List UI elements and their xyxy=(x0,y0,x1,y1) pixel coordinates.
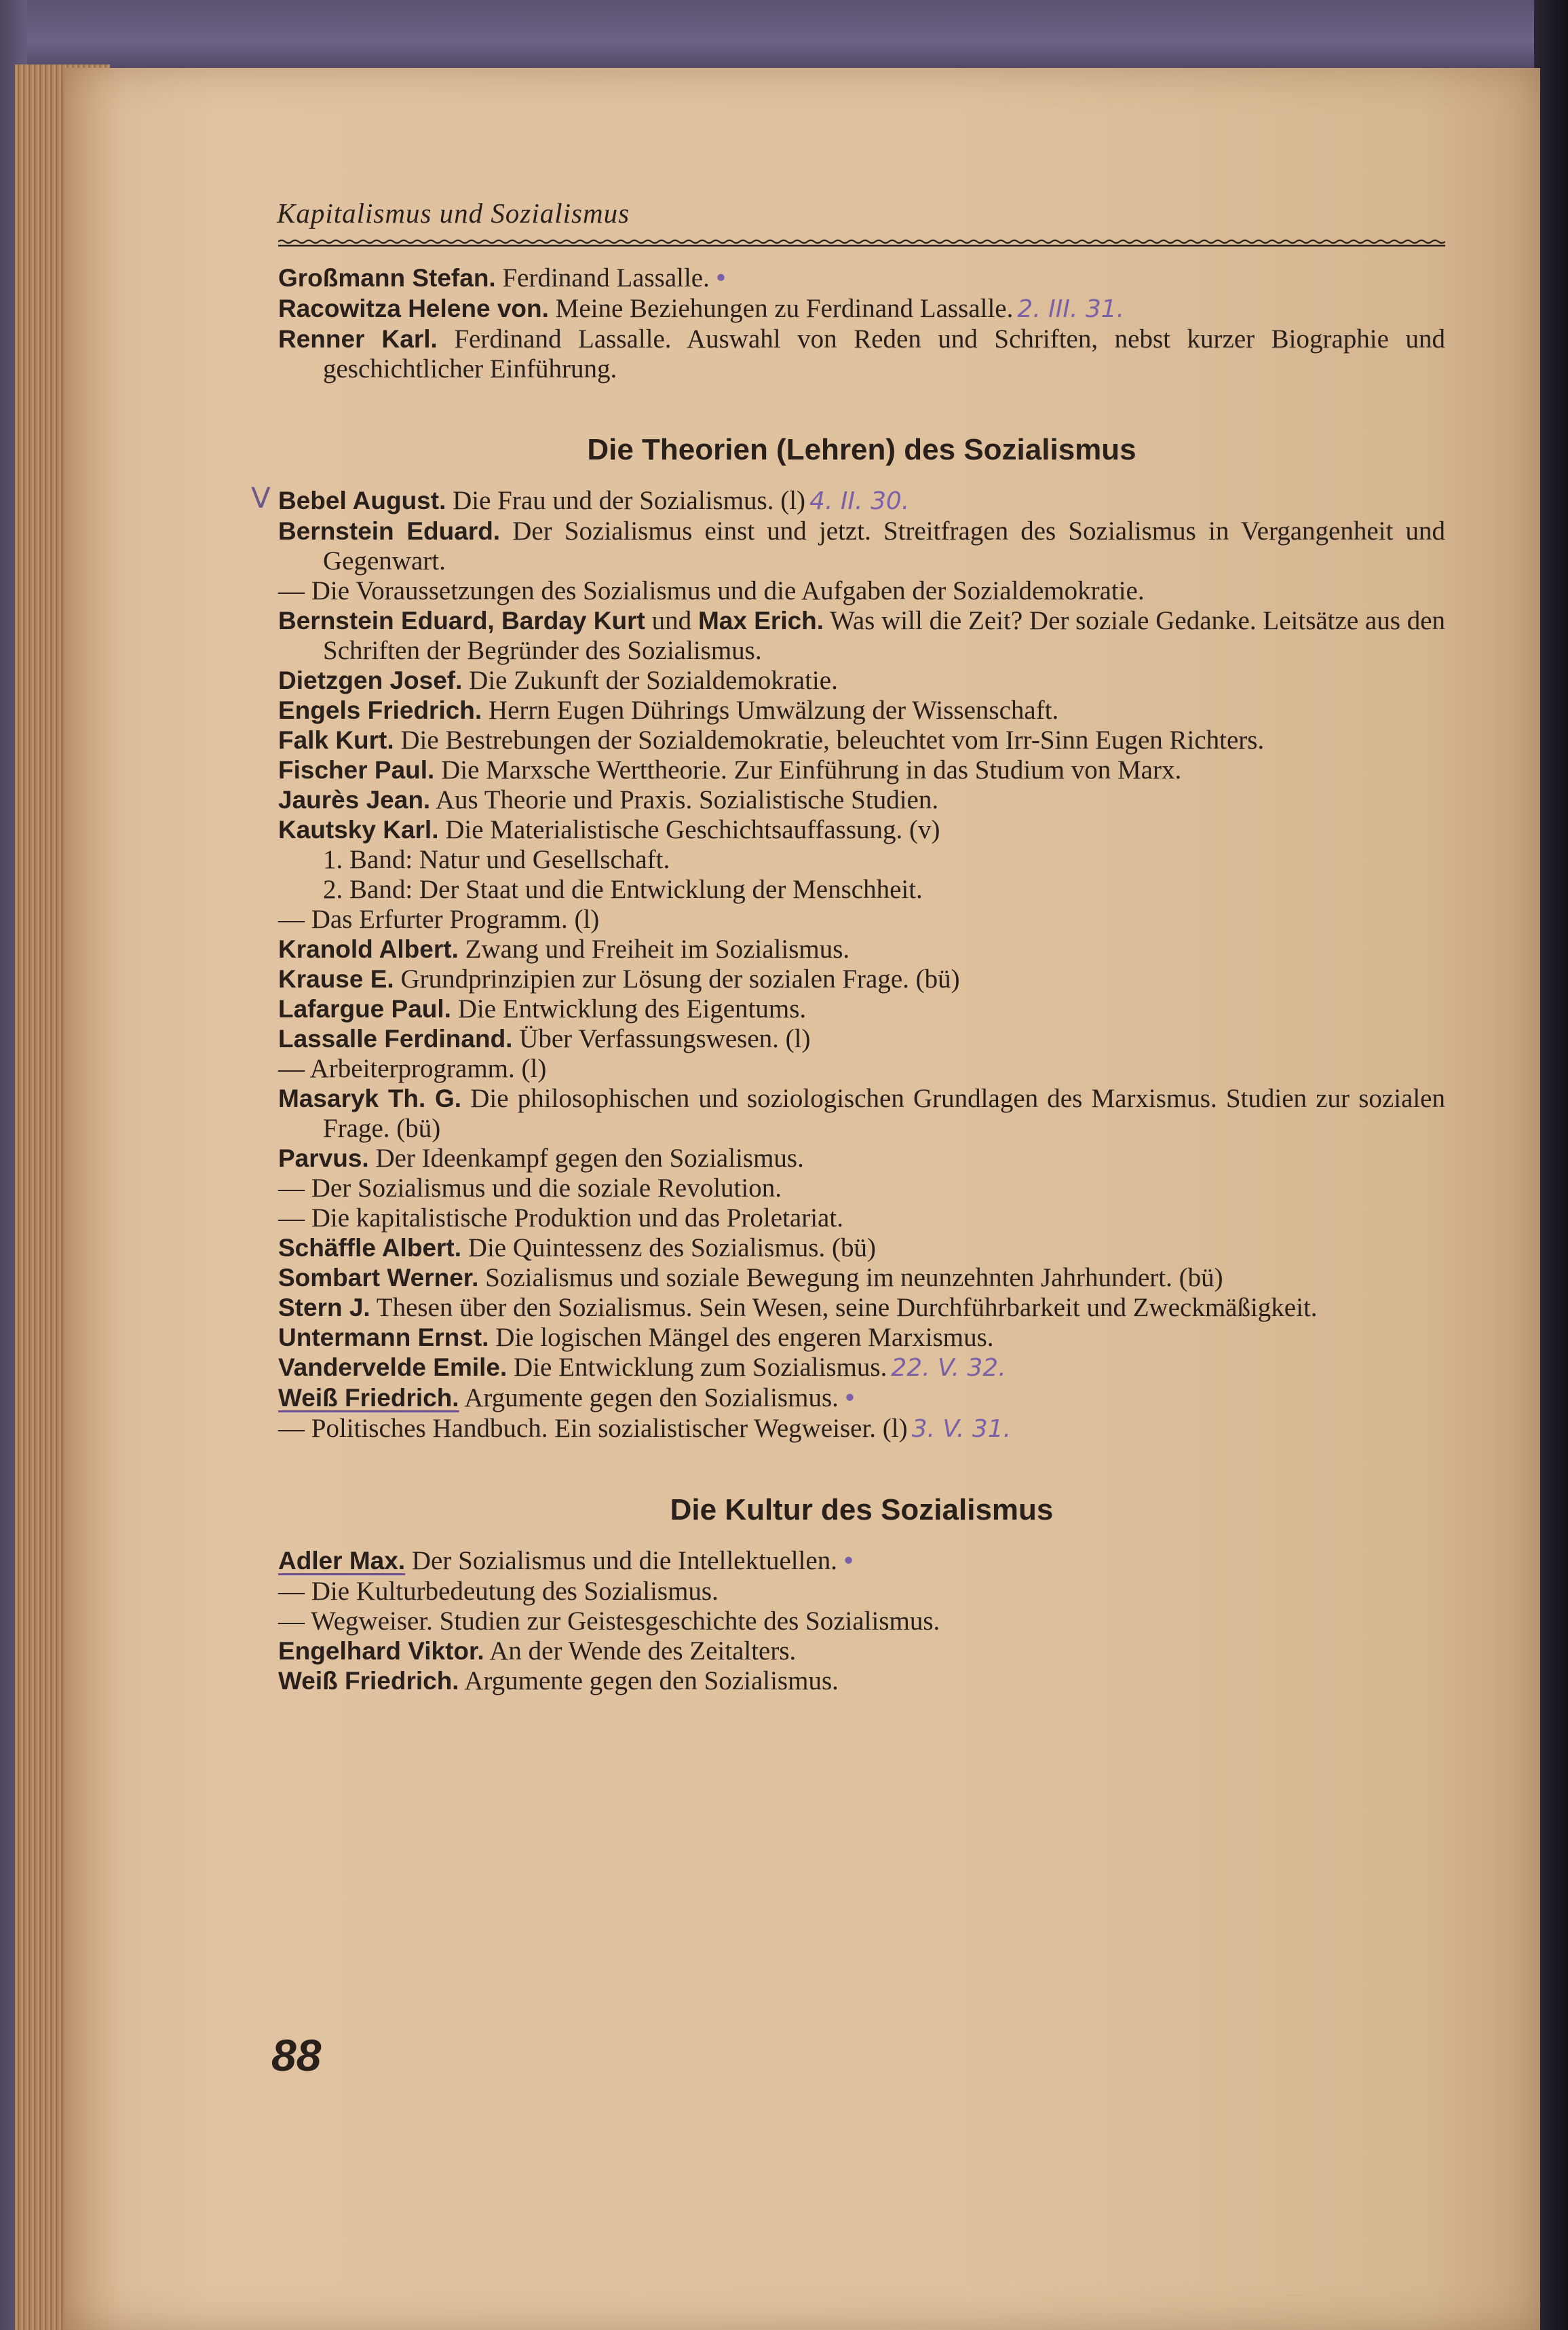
entry-author: Kautsky Karl. xyxy=(278,816,439,844)
entry-author: Renner Karl. xyxy=(278,325,438,353)
entry-title: Die Bestrebungen der Sozialdemokratie, beleuchtet vom Irr-Sinn Eugen Richters. xyxy=(394,726,1265,755)
handwritten-note: • xyxy=(842,1385,858,1412)
entry-volume-text: 2. Band: Der Staat und die Entwicklung der Menschheit. xyxy=(323,875,923,904)
handwritten-note: 2. III. 31. xyxy=(1017,295,1125,323)
entry-title: Die Frau und der Sozialismus. (l) xyxy=(446,486,806,515)
entry-dash: — xyxy=(278,905,311,934)
bibliography-entry xyxy=(278,1414,1445,1444)
bibliography-entry xyxy=(278,1323,1445,1353)
entry-author: Bernstein Eduard, Barday Kurt xyxy=(278,607,645,635)
bibliography-entry xyxy=(278,845,1445,875)
entry-author: Masaryk Th. G. xyxy=(278,1085,462,1112)
entry-author: Untermann Ernst. xyxy=(278,1323,489,1351)
entry-author: Vandervelde Emile. xyxy=(278,1353,508,1381)
entry-author: Adler Max. xyxy=(278,1547,406,1575)
entry-author: Dietzgen Josef. xyxy=(278,666,463,694)
handwritten-note: • xyxy=(713,265,729,293)
entry-title: Arbeiterprogramm. (l) xyxy=(309,1054,547,1083)
bibliography-entry xyxy=(278,1203,1445,1233)
entry-author: Lafargue Paul. xyxy=(278,995,451,1023)
handwritten-note: • xyxy=(841,1547,856,1575)
bibliography-entry xyxy=(278,1293,1445,1323)
page-number: 88 xyxy=(271,2030,322,2080)
entry-author: Bernstein Eduard. xyxy=(278,517,501,545)
entry-author: Kranold Albert. xyxy=(278,935,459,963)
theories-entry-list xyxy=(251,481,1446,1444)
book-cover-top xyxy=(0,0,1568,75)
intro-entry-list xyxy=(278,263,1445,384)
bibliography-entry xyxy=(278,1577,1445,1606)
entry-title: Was will die Zeit? Der soziale Gedanke. Leitsätze aus den Schriften der Begründer des Sozialismus. xyxy=(323,606,1446,665)
bibliography-entry xyxy=(278,905,1445,935)
section-heading-culture: Die Kultur des Sozialismus xyxy=(670,1493,1054,1526)
entry-author: Weiß Friedrich. xyxy=(278,1667,459,1695)
bibliography-entry xyxy=(278,1173,1445,1203)
bibliography-entry xyxy=(278,1024,1445,1054)
entry-title: Die Entwicklung zum Sozialismus. xyxy=(507,1353,887,1382)
entry-title: Die Zukunft der Sozialdemokratie. xyxy=(462,666,838,695)
entry-author: Bebel August. xyxy=(278,487,446,514)
entry-title: Der Ideenkampf gegen den Sozialismus. xyxy=(368,1144,804,1173)
entry-title: Die Marxsche Werttheorie. Zur Einführung in das Studium von Marx. xyxy=(434,755,1182,785)
entry-author: Lassalle Ferdinand. xyxy=(278,1025,513,1053)
entry-title: Wegweiser. Studien zur Geistesgeschichte des Sozialismus. xyxy=(311,1606,940,1636)
entry-title: Ferdinand Lassalle. Auswahl von Reden und Schriften, nebst kurzer Biographie und geschichtlicher Einführung. xyxy=(323,324,1445,383)
entry-title: Die Quintessenz des Sozialismus. (bü) xyxy=(461,1233,876,1262)
running-head: Kapitalismus und Sozialismus xyxy=(277,198,630,229)
entry-author: Max Erich. xyxy=(697,607,824,635)
bibliography-entry xyxy=(278,666,1445,696)
page-content xyxy=(251,197,1446,1696)
bibliography-entry xyxy=(278,785,1445,815)
entry-dash: — xyxy=(278,1173,311,1203)
entry-title: Herrn Eugen Dührings Umwälzung der Wissenschaft. xyxy=(482,696,1059,725)
wavy-rule xyxy=(278,239,1445,248)
entry-author: Engels Friedrich. xyxy=(278,696,482,724)
bibliography-entry xyxy=(278,964,1445,994)
entry-title: Meine Beziehungen zu Ferdinand Lassalle. xyxy=(548,294,1014,323)
bibliography-entry xyxy=(278,1546,1445,1577)
entry-title: Das Erfurter Programm. (l) xyxy=(311,905,600,934)
culture-entry-list xyxy=(278,1546,1445,1696)
handwritten-note: 3. V. 31. xyxy=(911,1415,1012,1443)
bibliography-entry xyxy=(278,755,1445,785)
entry-author: Sombart Werner. xyxy=(278,1264,479,1292)
entry-dash: — xyxy=(278,1054,310,1083)
entry-dash: — xyxy=(278,1606,311,1636)
entry-title: Die Kulturbedeutung des Sozialismus. xyxy=(311,1577,719,1606)
bibliography-entry xyxy=(278,294,1445,324)
entry-title: Zwang und Freiheit im Sozialismus. xyxy=(458,935,850,964)
entry-author: Schäffle Albert. xyxy=(278,1234,462,1262)
handwritten-note: 22. V. 32. xyxy=(891,1354,1006,1382)
entry-title: Grundprinzipien zur Lösung der sozialen Frage. (bü) xyxy=(394,964,960,994)
entry-title: Die Entwicklung des Eigentums. xyxy=(451,994,807,1023)
entry-title: Die logischen Mängel des engeren Marxismus. xyxy=(489,1323,994,1352)
bibliography-entry xyxy=(278,1606,1445,1636)
entry-title: Argumente gegen den Sozialismus. xyxy=(459,1383,839,1412)
bibliography-entry xyxy=(278,726,1445,755)
entry-author: Stern J. xyxy=(278,1294,370,1321)
entry-title: Politisches Handbuch. Ein sozialistischer Wegweiser. (l) xyxy=(311,1414,908,1443)
entry-author: Racowitza Helene von. xyxy=(278,295,549,322)
bibliography-entry xyxy=(278,263,1445,294)
entry-title: Die kapitalistische Produktion und das Proletariat. xyxy=(311,1203,843,1233)
bibliography-entry xyxy=(278,606,1445,666)
handwritten-note: 4. II. 30. xyxy=(809,487,910,515)
bibliography-entry xyxy=(278,696,1445,726)
bibliography-entry xyxy=(278,1383,1445,1414)
entry-title: Der Sozialismus und die soziale Revolution. xyxy=(311,1173,782,1203)
bibliography-entry xyxy=(278,1233,1445,1263)
entry-author: Großmann Stefan. xyxy=(278,264,496,292)
entry-dash: — xyxy=(278,1577,311,1606)
entry-title: Argumente gegen den Sozialismus. xyxy=(459,1666,839,1695)
bibliography-entry xyxy=(278,815,1445,845)
bibliography-entry xyxy=(278,994,1445,1024)
entry-dash: — xyxy=(278,1203,311,1233)
entry-title: Die philosophischen und soziologischen Grundlagen des Marxismus. Studien zur sozialen Frage. (bü) xyxy=(323,1084,1445,1143)
entry-title: Aus Theorie und Praxis. Sozialistische Studien. xyxy=(430,785,939,814)
entry-title: Die Materialistische Geschichtsauffassung. (v) xyxy=(438,815,940,844)
entry-dash: — xyxy=(278,1414,311,1443)
entry-volume-text: 1. Band: Natur und Gesellschaft. xyxy=(323,845,670,874)
entry-title: Thesen über den Sozialismus. Sein Wesen, seine Durchführbarkeit und Zweckmäßigkeit. xyxy=(370,1293,1318,1322)
entry-title: Über Verfassungswesen. (l) xyxy=(512,1024,811,1053)
entry-title: An der Wende des Zeitalters. xyxy=(484,1636,797,1666)
entry-author: Engelhard Viktor. xyxy=(278,1637,484,1665)
bibliography-entry xyxy=(278,576,1445,606)
bibliography-entry xyxy=(278,875,1445,905)
bibliography-entry xyxy=(278,1144,1445,1173)
bibliography-entry xyxy=(278,1084,1445,1144)
entry-author: Falk Kurt. xyxy=(278,726,394,754)
pencil-check-mark: V xyxy=(251,481,271,514)
entry-dash: — xyxy=(278,576,311,605)
entry-author: Fischer Paul. xyxy=(278,756,435,784)
entry-title: Der Sozialismus und die Intellektuellen. xyxy=(405,1546,837,1575)
section-heading-theories: Die Theorien (Lehren) des Sozialismus xyxy=(587,433,1136,466)
bibliography-entry xyxy=(251,481,1445,516)
entry-author: Weiß Friedrich. xyxy=(278,1384,459,1412)
entry-author: Krause E. xyxy=(278,965,394,993)
bibliography-entry xyxy=(278,1263,1445,1293)
entry-conjunction: und xyxy=(645,606,698,635)
entry-title: Der Sozialismus einst und jetzt. Streitfragen des Sozialismus in Vergangenheit und Gegenwart. xyxy=(323,516,1445,576)
entry-author: Jaurès Jean. xyxy=(278,786,431,814)
bibliography-entry xyxy=(278,1054,1445,1084)
bibliography-entry xyxy=(278,935,1445,964)
entry-author: Parvus. xyxy=(278,1144,369,1172)
entry-title: Sozialismus und soziale Bewegung im neunzehnten Jahrhundert. (bü) xyxy=(478,1263,1223,1292)
entry-title: Ferdinand Lassalle. xyxy=(495,263,710,293)
bibliography-entry xyxy=(278,516,1445,576)
bibliography-entry xyxy=(278,1353,1445,1383)
bibliography-entry xyxy=(278,1666,1445,1696)
entry-title: Die Voraussetzungen des Sozialismus und die Aufgaben der Sozialdemokratie. xyxy=(311,576,1145,605)
bibliography-entry xyxy=(278,1636,1445,1666)
bibliography-entry xyxy=(278,324,1445,384)
